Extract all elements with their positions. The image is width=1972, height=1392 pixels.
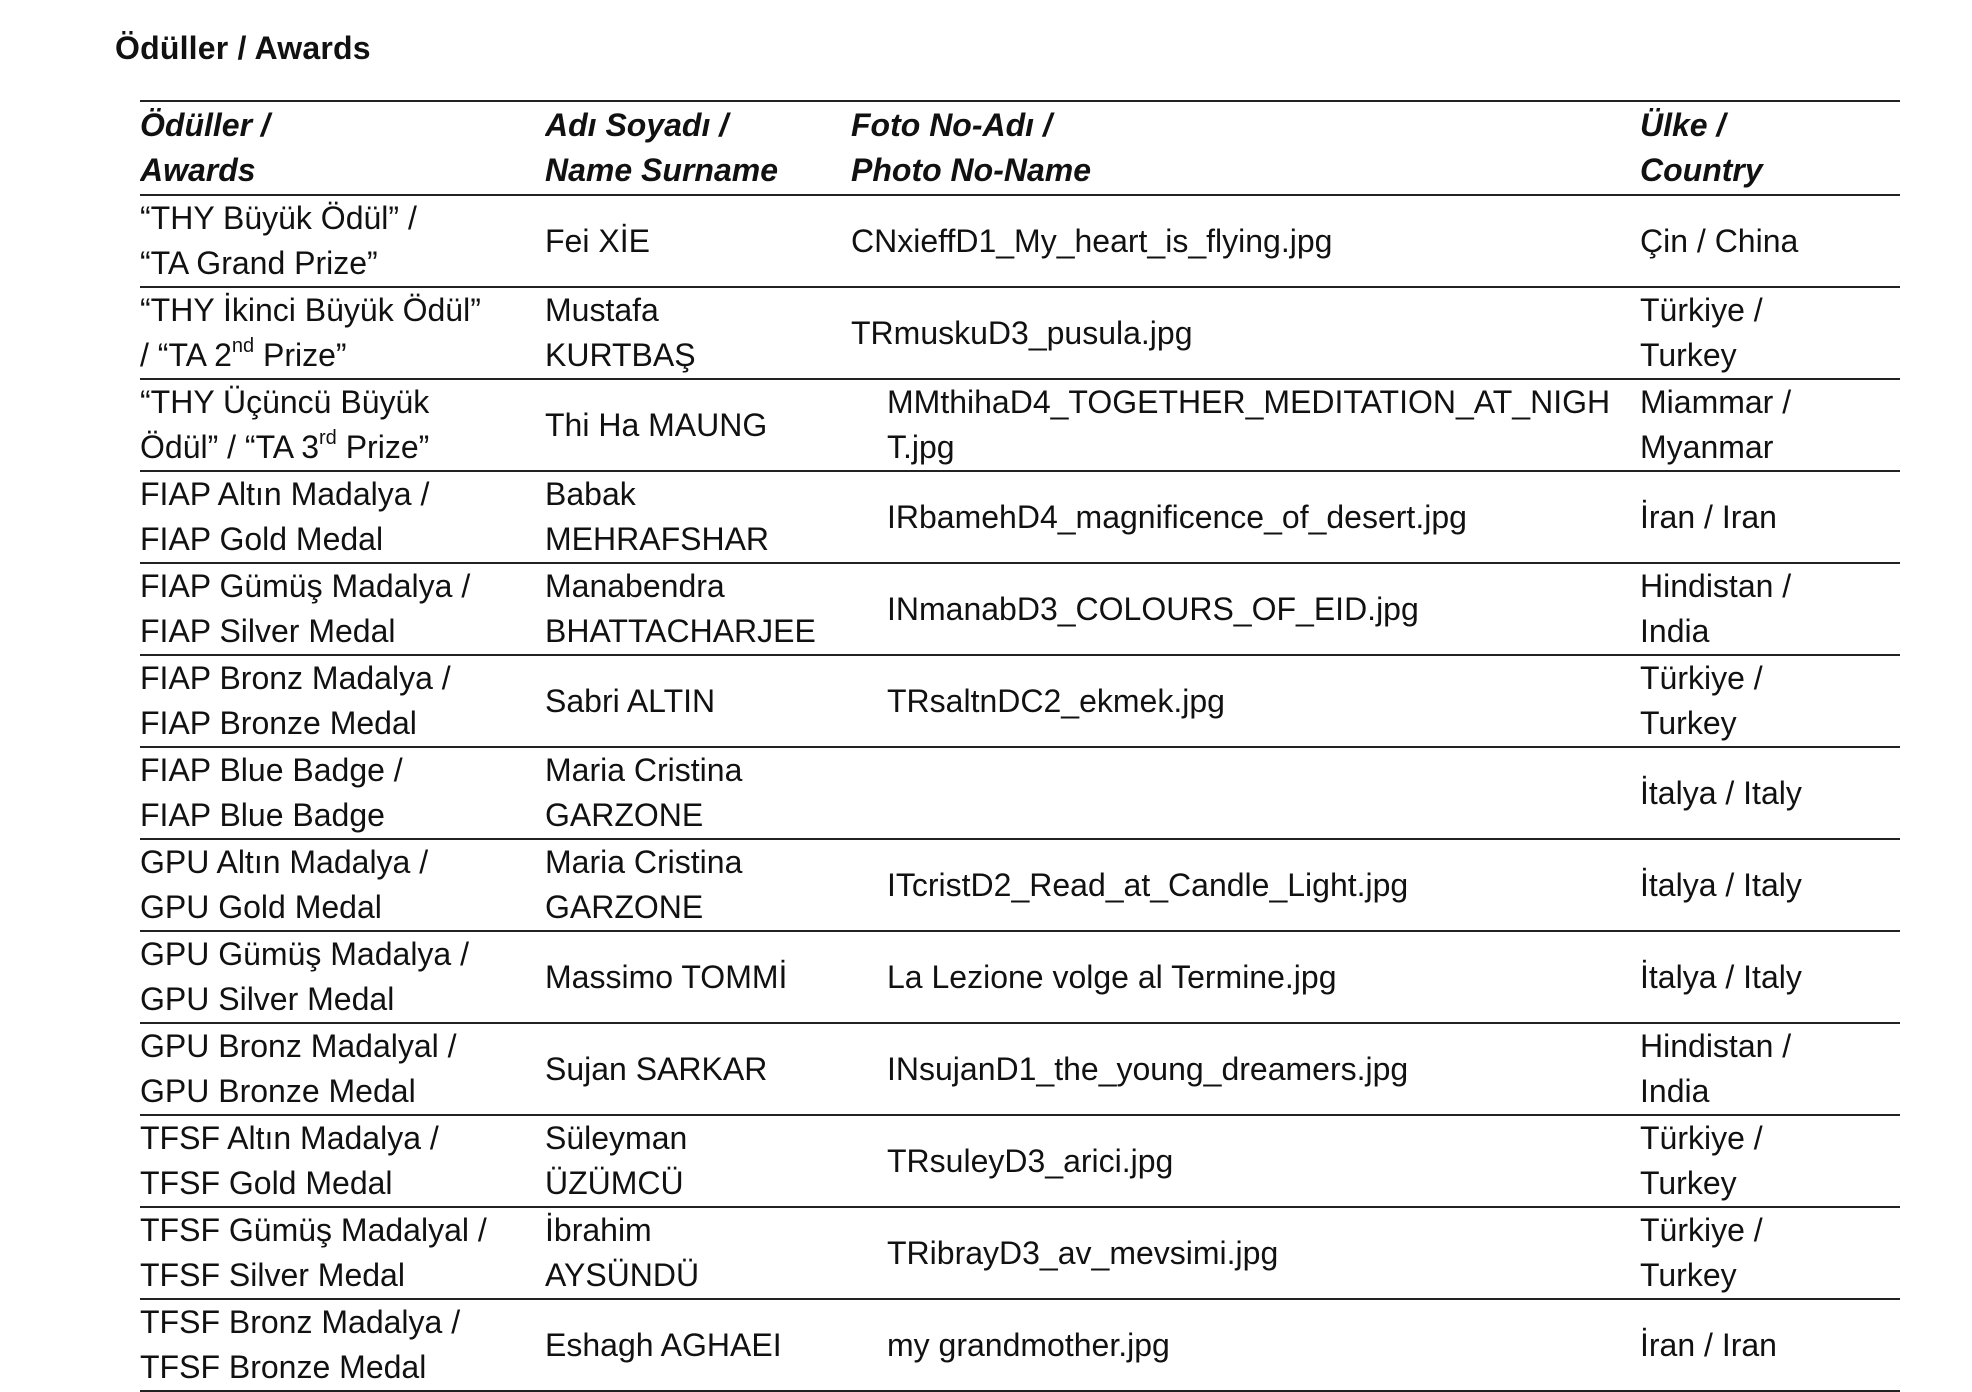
award-ordinal-suffix: rd	[319, 427, 337, 450]
country-line-1: Hindistan /	[1640, 568, 1792, 604]
name-cell	[545, 563, 851, 655]
award-cell	[140, 1207, 545, 1299]
table-row	[140, 1207, 1900, 1299]
name-line-2: MEHRAFSHAR	[545, 521, 770, 557]
photo-cell	[851, 931, 1640, 1023]
award-line-2: GPU Gold Medal	[140, 889, 382, 925]
header-name-line-2: Name Surname	[545, 152, 778, 188]
country-cell	[1640, 655, 1900, 747]
award-line-2-post: Prize”	[254, 337, 347, 373]
country-cell	[1640, 379, 1900, 471]
country-cell	[1640, 1023, 1900, 1115]
country-line-1: Hindistan /	[1640, 1028, 1792, 1064]
award-cell	[140, 471, 545, 563]
award-line-2: GPU Bronze Medal	[140, 1073, 416, 1109]
name-cell	[545, 839, 851, 931]
photo-cell	[851, 195, 1640, 287]
photo-line-1: TRsuleyD3_arici.jpg	[887, 1142, 1174, 1179]
name-line-1: Süleyman	[545, 1120, 688, 1156]
country-line-2: India	[1640, 613, 1710, 649]
award-line-2-post: Prize”	[336, 429, 430, 465]
country-cell	[1640, 931, 1900, 1023]
photo-cell	[851, 379, 1640, 471]
table-row	[140, 747, 1900, 839]
name-line-1: Maria Cristina	[545, 844, 743, 880]
award-line-1: GPU Altın Madalya /	[140, 844, 429, 880]
country-cell	[1640, 471, 1900, 563]
award-line-1: FIAP Altın Madalya /	[140, 476, 430, 512]
award-line-2	[140, 425, 545, 470]
country-line-1: İran / Iran	[1640, 498, 1777, 535]
award-line-1: TFSF Altın Madalya /	[140, 1120, 439, 1156]
award-line-2: FIAP Blue Badge	[140, 797, 385, 833]
table-row	[140, 563, 1900, 655]
name-line-1: Sabri ALTIN	[545, 682, 716, 719]
photo-line-1: CNxieffD1_My_heart_is_flying.jpg	[851, 222, 1333, 259]
name-line-1: Maria Cristina	[545, 752, 743, 788]
header-name-line-1: Adı Soyadı /	[545, 107, 729, 143]
award-line-1: GPU Bronz Madalyal /	[140, 1028, 457, 1064]
award-cell	[140, 195, 545, 287]
country-line-2: Turkey	[1640, 705, 1737, 741]
name-cell	[545, 931, 851, 1023]
header-photo-name	[851, 101, 1640, 195]
name-line-1: Sujan SARKAR	[545, 1050, 768, 1087]
award-line-2-pre: / “TA 2	[140, 337, 232, 373]
name-line-2: ÜZÜMCÜ	[545, 1165, 684, 1201]
photo-cell	[851, 839, 1640, 931]
award-cell	[140, 655, 545, 747]
name-line-1: Massimo TOMMİ	[545, 958, 788, 995]
award-line-1: FIAP Blue Badge /	[140, 752, 403, 788]
award-line-1: “THY İkinci Büyük Ödül”	[140, 292, 481, 328]
country-line-1: Miammar /	[1640, 384, 1792, 420]
country-cell	[1640, 1115, 1900, 1207]
photo-cell	[851, 1299, 1640, 1391]
header-awards	[140, 101, 545, 195]
header-awards-line-1: Ödüller /	[140, 107, 270, 143]
photo-line-1: my grandmother.jpg	[887, 1326, 1170, 1363]
photo-cell	[851, 747, 1640, 839]
header-photo-line-1: Foto No-Adı /	[851, 107, 1052, 143]
country-cell	[1640, 563, 1900, 655]
country-line-1: İtalya / Italy	[1640, 866, 1802, 903]
country-line-1: Çin / China	[1640, 222, 1799, 259]
photo-line-1: ITcristD2_Read_at_Candle_Light.jpg	[887, 866, 1409, 903]
name-cell	[545, 1207, 851, 1299]
country-line-2: Turkey	[1640, 337, 1737, 373]
award-line-2: TFSF Gold Medal	[140, 1165, 393, 1201]
name-line-1: Fei XİE	[545, 222, 650, 259]
table-row	[140, 287, 1900, 379]
country-line-1: Türkiye /	[1640, 1212, 1763, 1248]
country-line-2: Turkey	[1640, 1165, 1737, 1201]
name-cell	[545, 287, 851, 379]
photo-cell	[851, 1207, 1640, 1299]
header-photo-line-2: Photo No-Name	[851, 152, 1091, 188]
name-line-1: Eshagh AGHAEI	[545, 1326, 782, 1363]
photo-line-2: T.jpg	[887, 429, 955, 465]
name-line-2: GARZONE	[545, 797, 704, 833]
table-row	[140, 655, 1900, 747]
table-row	[140, 931, 1900, 1023]
header-awards-line-2: Awards	[140, 152, 256, 188]
country-cell	[1640, 287, 1900, 379]
award-line-2: FIAP Gold Medal	[140, 521, 384, 557]
header-country	[1640, 101, 1900, 195]
award-line-2: TFSF Bronze Medal	[140, 1349, 427, 1385]
award-line-1: GPU Gümüş Madalya /	[140, 936, 469, 972]
country-line-1: İtalya / Italy	[1640, 774, 1802, 811]
photo-line-1: MMthihaD4_TOGETHER_MEDITATION_AT_NIGH	[887, 384, 1611, 420]
name-cell	[545, 471, 851, 563]
photo-cell	[851, 1115, 1640, 1207]
award-line-2-pre: Ödül” / “TA 3	[140, 429, 320, 465]
award-cell	[140, 1299, 545, 1391]
header-country-line-1: Ülke /	[1640, 107, 1726, 143]
name-line-2: KURTBAŞ	[545, 337, 696, 373]
award-line-1: TFSF Gümüş Madalyal /	[140, 1212, 487, 1248]
table-row	[140, 379, 1900, 471]
award-cell	[140, 931, 545, 1023]
table-row	[140, 195, 1900, 287]
award-cell	[140, 1115, 545, 1207]
country-cell	[1640, 839, 1900, 931]
photo-cell	[851, 287, 1640, 379]
country-cell	[1640, 747, 1900, 839]
country-line-2: Turkey	[1640, 1257, 1737, 1293]
photo-line-1: TRibrayD3_av_mevsimi.jpg	[887, 1234, 1279, 1271]
country-cell	[1640, 1299, 1900, 1391]
photo-line-1: TRmuskuD3_pusula.jpg	[851, 314, 1193, 351]
name-line-1: İbrahim	[545, 1212, 652, 1248]
photo-line-1: IRbamehD4_magnificence_of_desert.jpg	[887, 498, 1467, 535]
country-line-1: Türkiye /	[1640, 660, 1763, 696]
name-line-1: Thi Ha MAUNG	[545, 406, 768, 443]
award-cell	[140, 1023, 545, 1115]
name-cell	[545, 655, 851, 747]
name-line-1: Mustafa	[545, 292, 659, 328]
country-line-2: Myanmar	[1640, 429, 1774, 465]
country-line-1: İtalya / Italy	[1640, 958, 1802, 995]
photo-cell	[851, 1023, 1640, 1115]
country-cell	[1640, 1207, 1900, 1299]
award-cell	[140, 563, 545, 655]
country-line-1: Türkiye /	[1640, 292, 1763, 328]
award-line-2: GPU Silver Medal	[140, 981, 395, 1017]
table-row	[140, 839, 1900, 931]
name-cell	[545, 379, 851, 471]
award-ordinal-suffix: nd	[231, 335, 255, 358]
name-line-2: AYSÜNDÜ	[545, 1257, 700, 1293]
award-line-1: TFSF Bronz Madalya /	[140, 1304, 461, 1340]
name-cell	[545, 1299, 851, 1391]
name-line-2: BHATTACHARJEE	[545, 613, 816, 649]
table-row	[140, 1299, 1900, 1391]
photo-line-1: TRsaltnDC2_ekmek.jpg	[887, 682, 1225, 719]
photo-line-1: La Lezione volge al Termine.jpg	[887, 958, 1337, 995]
award-cell	[140, 287, 545, 379]
page-title: Ödüller / Awards	[115, 30, 371, 66]
name-cell	[545, 1023, 851, 1115]
country-line-1: Türkiye /	[1640, 1120, 1763, 1156]
country-line-1: İran / Iran	[1640, 1326, 1777, 1363]
name-line-2: GARZONE	[545, 889, 704, 925]
award-cell	[140, 379, 545, 471]
table-header-row	[140, 101, 1900, 195]
country-cell	[1640, 195, 1900, 287]
header-name-surname	[545, 101, 851, 195]
award-line-2	[140, 333, 545, 378]
country-line-2: India	[1640, 1073, 1710, 1109]
name-line-1: Manabendra	[545, 568, 725, 604]
photo-line-1: INmanabD3_COLOURS_OF_EID.jpg	[887, 590, 1419, 627]
award-cell	[140, 747, 545, 839]
photo-cell	[851, 471, 1640, 563]
name-cell	[545, 1115, 851, 1207]
award-line-1: “THY Büyük Ödül” /	[140, 200, 417, 236]
award-line-1: FIAP Gümüş Madalya /	[140, 568, 471, 604]
award-line-1: “THY Üçüncü Büyük	[140, 384, 430, 420]
table-row	[140, 471, 1900, 563]
photo-cell	[851, 655, 1640, 747]
award-line-2: “TA Grand Prize”	[140, 245, 378, 281]
award-line-2: TFSF Silver Medal	[140, 1257, 405, 1293]
award-line-2: FIAP Silver Medal	[140, 613, 396, 649]
name-line-1: Babak	[545, 476, 636, 512]
header-country-line-2: Country	[1640, 152, 1763, 188]
photo-line-1: INsujanD1_the_young_dreamers.jpg	[887, 1050, 1409, 1087]
award-cell	[140, 839, 545, 931]
award-line-1: FIAP Bronz Madalya /	[140, 660, 451, 696]
table-row	[140, 1023, 1900, 1115]
table-row	[140, 1115, 1900, 1207]
name-cell	[545, 195, 851, 287]
award-line-2: FIAP Bronze Medal	[140, 705, 417, 741]
awards-table	[140, 100, 1900, 1392]
photo-cell	[851, 563, 1640, 655]
name-cell	[545, 747, 851, 839]
